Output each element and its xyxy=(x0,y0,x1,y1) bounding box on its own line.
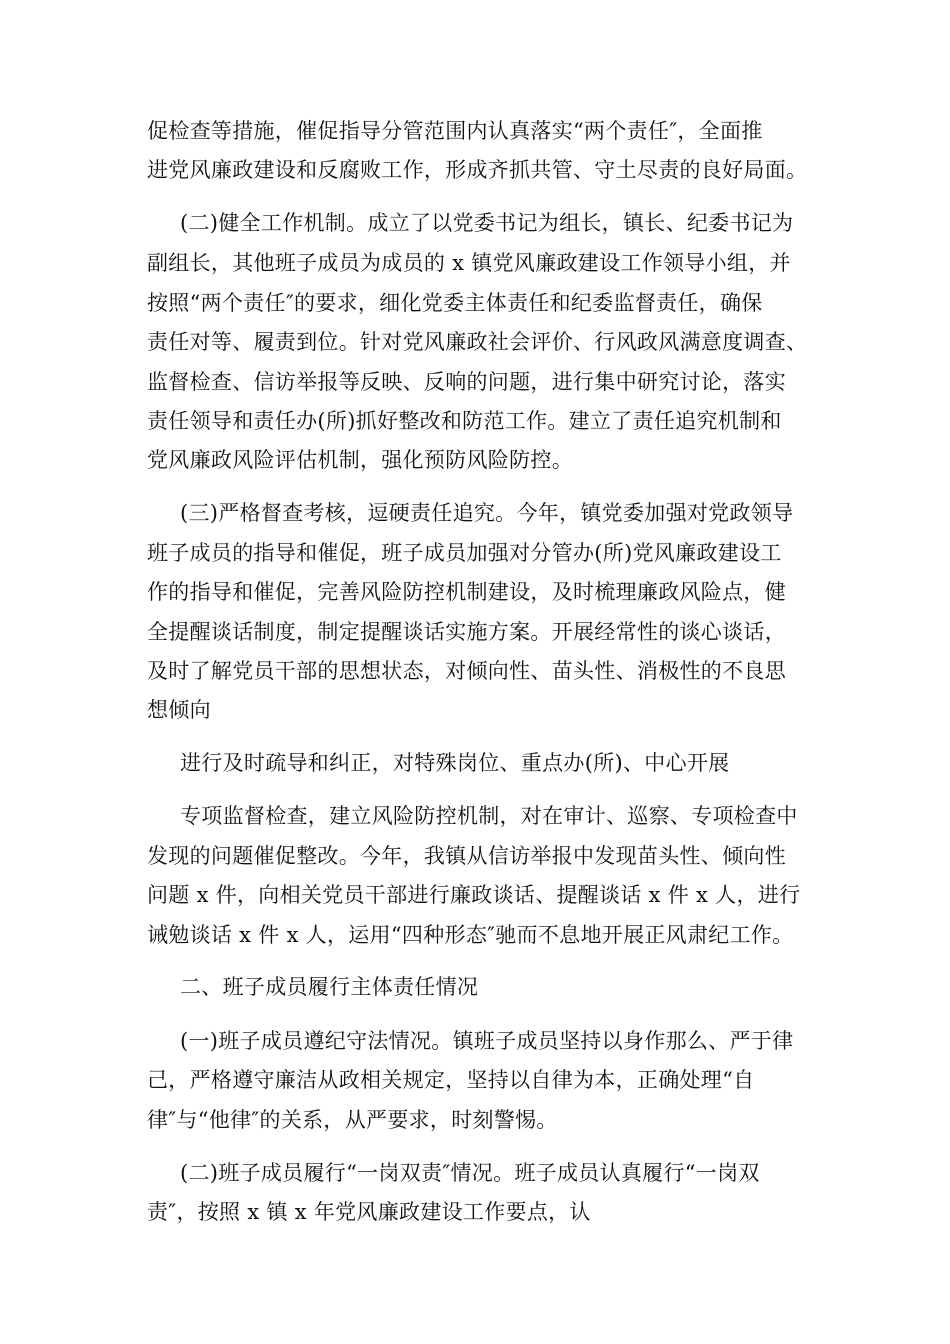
paragraph-start: 专项监督检查，建立风险防控机制，对在审计、巡察、专项检查中 xyxy=(180,804,798,828)
section-heading: 二、班子成员履行主体责任情况 xyxy=(180,975,479,999)
text-line: 及时了解党员干部的思想状态，对倾向性、苗头性、消极性的不良思 xyxy=(147,659,786,683)
text-line: 党风廉政风险评估机制，强化预防风险防控。 xyxy=(147,448,573,472)
text-line: 班子成员的指导和催促，班子成员加强对分管办(所)党风廉政建设工 xyxy=(147,541,782,565)
text-line: 责″，按照 x 镇 x 年党风廉政建设工作要点，认 xyxy=(147,1200,591,1224)
text-line: 促检查等措施，催促指导分管范围内认真落实“两个责任″，全面推 xyxy=(147,119,763,143)
text-line: 律″与“他律″的关系，从严要求，时刻警惕。 xyxy=(147,1108,558,1132)
text-line: 进党风廉政建设和反腐败工作，形成齐抓共管、守土尽责的良好局面。 xyxy=(147,158,808,182)
text-line: 按照“两个责任″的要求，细化党委主体责任和纪委监督责任，确保 xyxy=(147,291,763,315)
paragraph-start: (二)班子成员履行“一岗双责″情况。班子成员认真履行“一岗双 xyxy=(180,1161,760,1185)
text-line: 责任对等、履责到位。针对党风廉政社会评价、行风政风满意度调查、 xyxy=(147,330,808,354)
text-line: 诫勉谈话 x 件 x 人，运用“四种形态″驰而不息地开展正风肃纪工作。 xyxy=(147,923,794,947)
text-line: 发现的问题催促整改。今年，我镇从信访举报中发现苗头性、倾向性 xyxy=(147,844,786,868)
text-line: 作的指导和催促，完善风险防控机制建设，及时梳理廉政风险点，健 xyxy=(147,580,786,604)
paragraph-start: (一)班子成员遵纪守法情况。镇班子成员坚持以身作那么、严于律 xyxy=(180,1029,794,1053)
paragraph-start: (二)健全工作机制。成立了以党委书记为组长，镇长、纪委书记为 xyxy=(180,211,794,235)
text-line: 监督检查、信访举报等反映、反响的问题，进行集中研究讨论，落实 xyxy=(147,370,786,394)
paragraph-start: 进行及时疏导和纠正，对特殊岗位、重点办(所)、中心开展 xyxy=(180,751,730,775)
paragraph-start: (三)严格督查考核，逗硬责任追究。今年，镇党委加强对党政领导 xyxy=(180,501,794,525)
text-line: 问题 x 件，向相关党员干部进行廉政谈话、提醒谈话 x 件 x 人，进行 xyxy=(147,883,801,907)
text-line: 责任领导和责任办(所)抓好整改和防范工作。建立了责任追究机制和 xyxy=(147,409,782,433)
text-line: 想倾向 xyxy=(147,698,211,722)
text-line: 全提醒谈话制度，制定提醒谈话实施方案。开展经常性的谈心谈话， xyxy=(147,620,786,644)
text-line: 副组长，其他班子成员为成员的 x 镇党风廉政建设工作领导小组，并 xyxy=(147,251,791,275)
text-line: 己，严格遵守廉洁从政相关规定，坚持以自律为本，正确处理“自 xyxy=(147,1068,755,1092)
